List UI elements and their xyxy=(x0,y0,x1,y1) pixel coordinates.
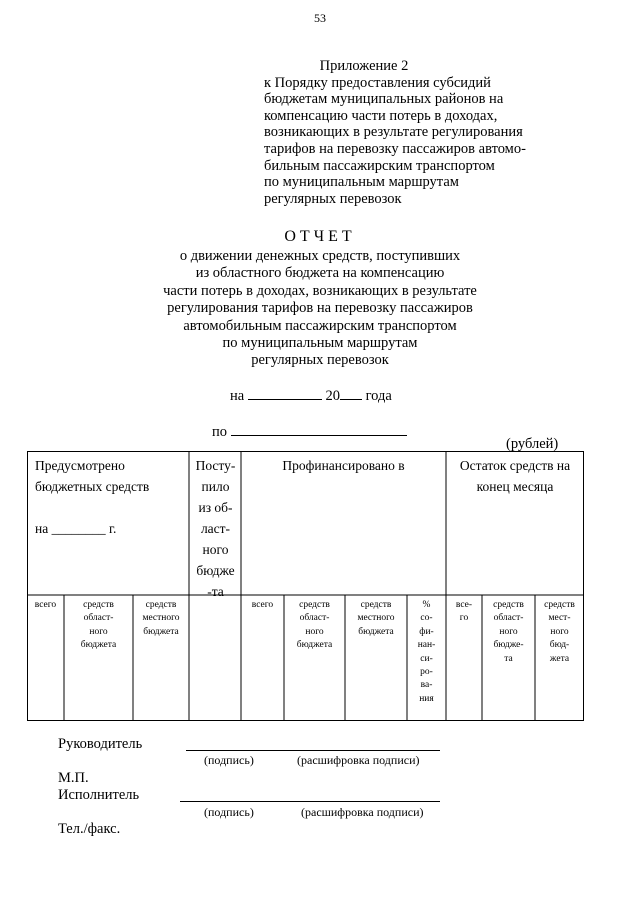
subheader-line: % xyxy=(422,600,431,610)
appendix-line: тарифов на перевозку пассажиров автомо- xyxy=(264,140,526,157)
header-received-line: Посту- xyxy=(195,458,236,473)
head-label: Руководитель xyxy=(58,736,143,752)
subheader-line: бюд- xyxy=(549,640,570,651)
subheader-line: ного xyxy=(550,626,569,637)
header-received-line: бюдже xyxy=(196,563,235,578)
subheader-line: бюджета xyxy=(358,626,394,637)
page-number: 53 xyxy=(314,11,326,25)
header-received-line: ласт- xyxy=(200,521,231,536)
report-subtitle-line: из областного бюджета на компенсацию xyxy=(195,265,445,282)
subheader-line: ного xyxy=(499,626,518,637)
subheader-line: фи- xyxy=(419,626,434,637)
subheader-balance-regional xyxy=(482,599,535,666)
subheader-planned-regional xyxy=(64,599,133,653)
subheader-line: бюджета xyxy=(143,626,179,637)
header-balance xyxy=(446,455,584,497)
subheader-financed-total xyxy=(241,599,284,612)
report-subtitle-line: регулярных перевозок xyxy=(251,352,389,369)
header-planned-line: бюджетных средств xyxy=(35,479,150,494)
subheader-line: средств xyxy=(544,600,575,610)
appendix-line: регулярных перевозок xyxy=(264,190,402,207)
header-planned xyxy=(35,455,149,539)
subheader-planned-total xyxy=(27,599,64,612)
year-blank-field xyxy=(340,386,362,400)
header-received-line: ного xyxy=(202,542,229,557)
subheader-line: средств xyxy=(145,600,177,610)
subheader-line: го xyxy=(459,613,469,624)
header-received-line: пило xyxy=(201,479,230,494)
subheader-line: област- xyxy=(493,613,524,624)
subheader-line: средств xyxy=(83,600,114,610)
subheader-balance-total xyxy=(446,599,482,626)
subheader-line: всего xyxy=(251,600,274,610)
subheader-line: ного xyxy=(89,626,108,637)
subheader-line: все- xyxy=(455,600,473,610)
report-subtitle-line: о движении денежных средств, поступивших xyxy=(179,248,461,264)
report-subtitle-line: автомобильным пассажирским транспортом xyxy=(183,317,457,334)
subheader-line: област- xyxy=(83,613,114,624)
executor-label: Исполнитель xyxy=(58,787,140,803)
header-planned-line: Предусмотрено xyxy=(35,458,125,473)
header-balance-line: конец месяца xyxy=(476,479,554,494)
phone-label: Тел./факс. xyxy=(58,821,121,837)
report-subtitle-line: регулирования тарифов на перевозку пассажиров xyxy=(167,300,473,317)
subheader-line: ро- xyxy=(420,667,433,678)
header-planned-line: на ________ г. xyxy=(35,521,117,536)
subheader-line: всего xyxy=(34,600,57,610)
mp-label: М.П. xyxy=(58,770,89,786)
executor-signature-line xyxy=(180,801,440,802)
subheader-line: мест- xyxy=(548,613,571,624)
subheader-line: област- xyxy=(299,613,330,624)
subheader-line: си- xyxy=(420,653,433,664)
head-decoding-caption: (расшифровка подписи) xyxy=(297,753,420,767)
units-label: (рублей) xyxy=(506,436,559,452)
appendix-line: по муниципальным маршрутам xyxy=(264,174,459,191)
executor-signature-caption: (подпись) xyxy=(204,805,254,819)
subheader-financed-local xyxy=(345,599,407,639)
subheader-line: со- xyxy=(420,613,433,624)
header-received-line: из об- xyxy=(198,500,233,515)
subheader-line: нан- xyxy=(417,640,436,651)
subheader-line: бюджета xyxy=(80,640,117,651)
subheader-line: жета xyxy=(549,653,570,664)
subheader-line: местного xyxy=(357,613,395,624)
head-signature-caption: (подпись) xyxy=(204,753,254,767)
date-year-prefix: 20 xyxy=(325,388,340,404)
date-prefix: на xyxy=(230,388,245,404)
po-label: по xyxy=(212,424,228,440)
report-subtitle xyxy=(0,248,640,370)
subheader-financed-percent xyxy=(407,599,446,706)
subheader-line: средств xyxy=(299,600,330,610)
appendix-line: бильным пассажирским транспортом xyxy=(264,157,495,174)
report-subtitle-line: по муниципальным маршрутам xyxy=(222,335,418,352)
subheader-line: ного xyxy=(305,626,324,637)
report-date-line xyxy=(230,386,392,405)
header-received-line: -та xyxy=(207,584,224,599)
header-balance-line: Остаток средств на xyxy=(459,458,571,473)
appendix-line: бюджетам муниципальных районов на xyxy=(264,91,504,108)
header-financed xyxy=(241,455,446,476)
subheader-balance-local xyxy=(535,599,584,666)
header-received xyxy=(190,455,241,602)
head-signature-line xyxy=(186,750,440,751)
appendix-block xyxy=(264,58,564,207)
appendix-line: к Порядку предоставления субсидий xyxy=(264,74,491,91)
appendix-line: возникающих в результате регулирования xyxy=(264,124,523,141)
header-planned-line xyxy=(35,497,149,518)
subheader-financed-regional xyxy=(284,599,345,653)
header-financed-line: Профинансировано в xyxy=(282,458,405,473)
subheader-line: местного xyxy=(142,613,180,624)
date-blank-field xyxy=(248,386,322,400)
subheader-line: средств xyxy=(360,600,392,610)
report-table xyxy=(27,451,584,721)
appendix-title: Приложение 2 xyxy=(319,58,409,74)
appendix-line: компенсацию части потерь в доходах, xyxy=(264,107,498,124)
subheader-line: бюдже- xyxy=(493,640,524,651)
subheader-planned-local xyxy=(133,599,189,639)
report-po-line xyxy=(212,422,407,441)
subheader-line: бюджета xyxy=(296,640,333,651)
subheader-line: средств xyxy=(493,600,524,610)
subheader-line: ния xyxy=(419,693,434,704)
report-title: ОТЧЕТ xyxy=(284,228,356,245)
subheader-line: ва- xyxy=(420,680,433,691)
po-blank-field xyxy=(231,422,407,436)
date-suffix: года xyxy=(365,388,392,404)
subheader-line: та xyxy=(504,653,513,664)
executor-decoding-caption: (расшифровка подписи) xyxy=(301,805,424,819)
report-subtitle-line: части потерь в доходах, возникающих в результате xyxy=(163,282,477,299)
